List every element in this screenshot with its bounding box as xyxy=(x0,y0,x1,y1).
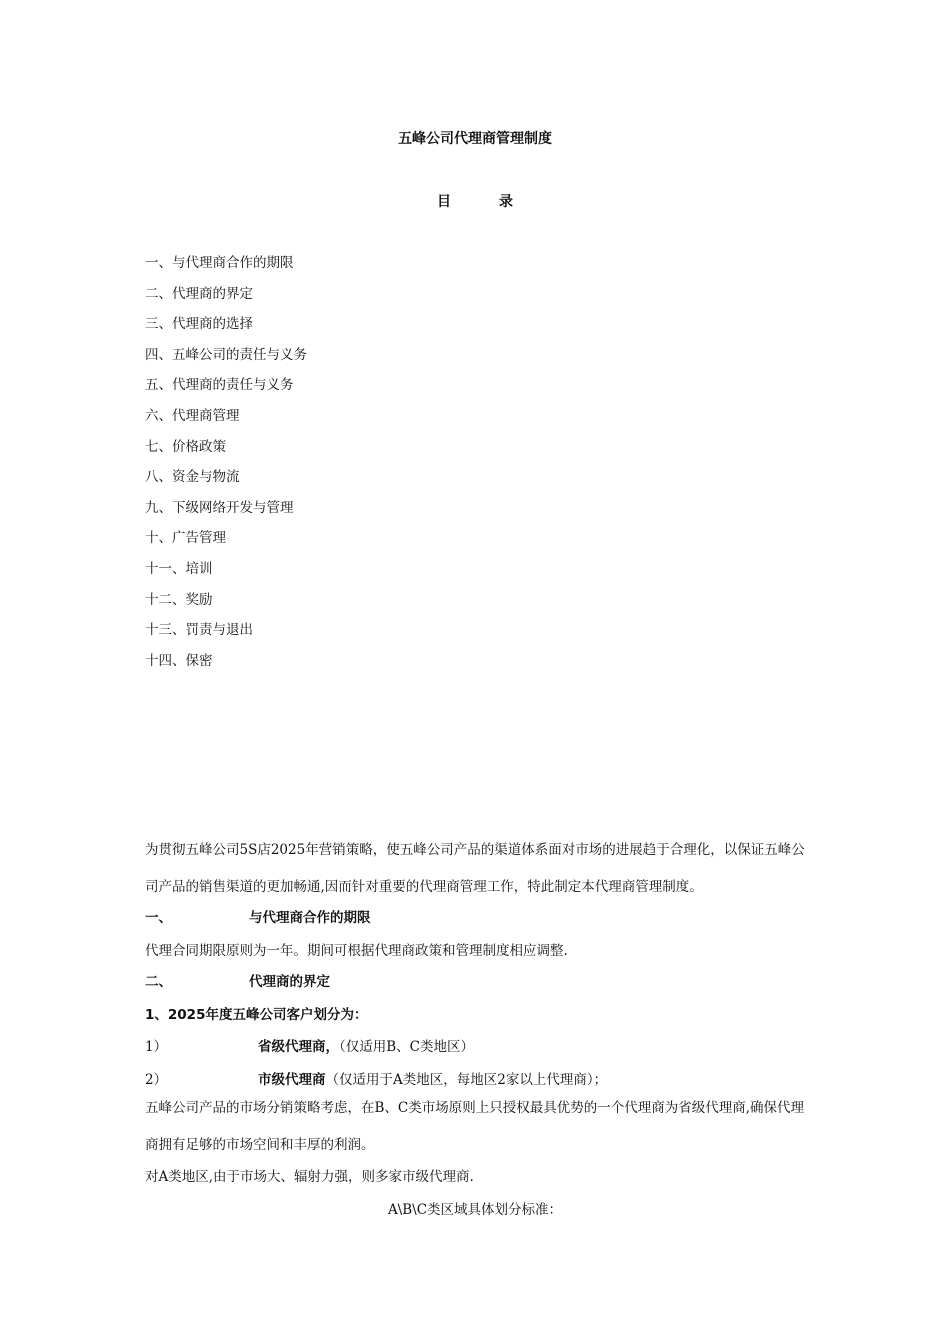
toc-item: 二、代理商的界定 xyxy=(145,285,253,302)
list-item-2-text: （仅适用于A类地区，每地区2家以上代理商）； xyxy=(325,1072,608,1088)
section-1-text: 代理合同期限原则为一年。期间可根据代理商政策和管理制度相应调整. xyxy=(145,943,568,959)
paragraph-a-class: 对A类地区,由于市场大、辐射力强，则多家市级代理商. xyxy=(145,1169,474,1185)
list-item-1-text: （仅适用B、C类地区） xyxy=(339,1039,474,1055)
toc-item: 三、代理商的选择 xyxy=(145,316,253,333)
toc-item: 一、与代理商合作的期限 xyxy=(145,255,294,271)
toc-item: 七、价格政策 xyxy=(145,438,226,455)
toc-item: 六、代理商管理 xyxy=(145,407,240,424)
toc-heading-right: 录 xyxy=(499,194,513,210)
paragraph-market-strategy: 五峰公司产品的市场分销策略考虑，在B、C类市场原则上只授权最具优势的一个代理商为省级代理商,确保代理商拥有足够的市场空间和丰厚的利润。 xyxy=(145,1100,805,1153)
list-item-1-number: 1） xyxy=(145,1039,168,1055)
toc-item: 十四、保密 xyxy=(145,652,213,669)
section-1-heading xyxy=(145,906,371,926)
list-item-1 xyxy=(145,1035,474,1055)
toc-item: 十、广告管理 xyxy=(145,530,226,547)
table-of-contents xyxy=(145,253,307,681)
list-item-1-term: 省级代理商， xyxy=(258,1039,339,1055)
section-1-title: 与代理商合作的期限 xyxy=(249,910,371,926)
toc-item: 九、下级网络开发与管理 xyxy=(145,499,294,516)
toc-item: 五、代理商的责任与义务 xyxy=(145,377,294,394)
intro-paragraph: 为贯彻五峰公司5S店2025年营销策略，使五峰公司产品的渠道体系面对市场的进展趋于合理化，以保证五峰公司产品的销售渠道的更加畅通,因而针对重要的代理商管理工作，特此制定本代理商管理制度。 xyxy=(145,842,805,895)
list-item-2 xyxy=(145,1068,607,1088)
section-2-title: 代理商的界定 xyxy=(249,974,330,990)
list-item-2-term: 市级代理商 xyxy=(258,1072,326,1088)
toc-heading-left: 目 xyxy=(437,194,451,210)
list-item-2-number: 2） xyxy=(145,1072,168,1088)
document-title: 五峰公司代理商管理制度 xyxy=(398,131,552,147)
section-1-number: 一、 xyxy=(145,910,172,926)
subsection-1-heading: 1、2025年度五峰公司客户划分为： xyxy=(145,1007,368,1023)
toc-heading xyxy=(0,191,950,211)
toc-item: 四、五峰公司的责任与义务 xyxy=(145,346,307,363)
toc-item: 十三、罚责与退出 xyxy=(145,622,253,639)
toc-item: 十一、培训 xyxy=(145,560,213,577)
toc-item: 十二、奖励 xyxy=(145,591,213,608)
section-2-heading xyxy=(145,970,330,990)
classification-standard-heading: A\B\C类区域具体划分标准： xyxy=(387,1202,563,1218)
toc-item: 八、资金与物流 xyxy=(145,469,240,486)
section-2-number: 二、 xyxy=(145,974,172,990)
